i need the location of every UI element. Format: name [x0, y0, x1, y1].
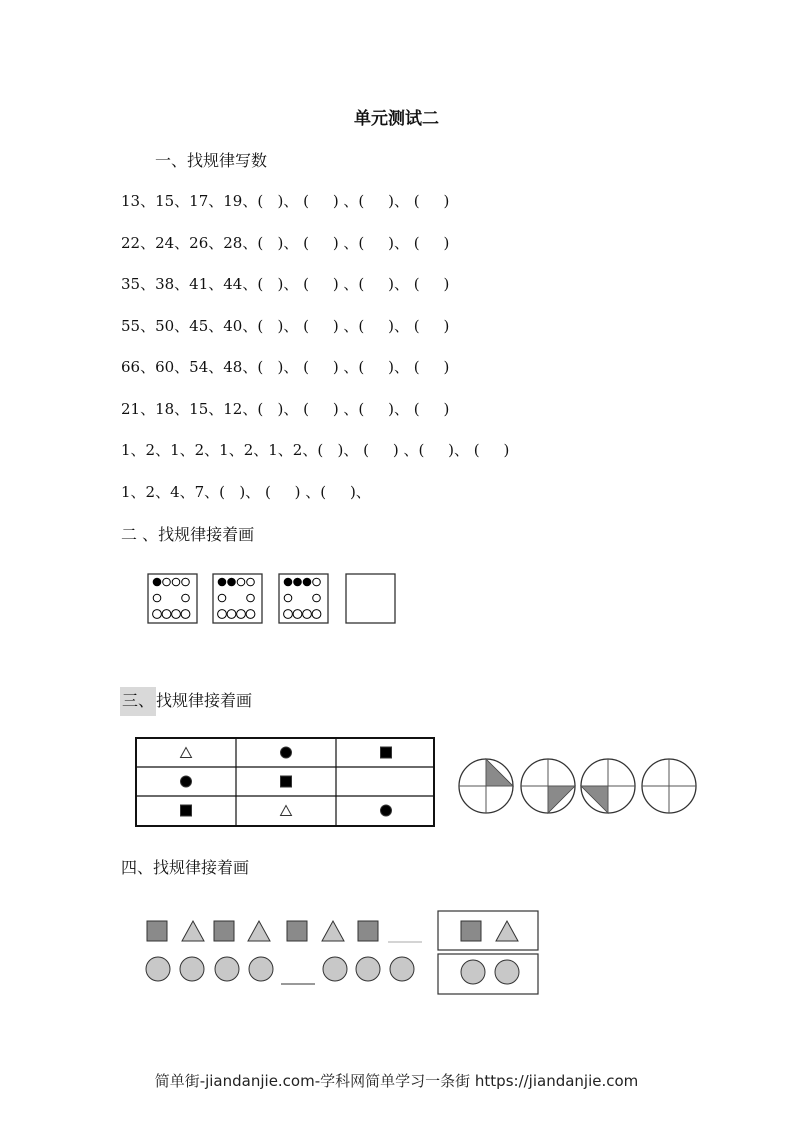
empty-dot — [182, 594, 190, 602]
sequence-line: 21、18、15、12、( )、 ( ) 、( )、 ( ) — [121, 399, 450, 418]
filled-dot — [218, 578, 226, 586]
filled-dot — [303, 578, 311, 586]
option-circle-shape — [461, 960, 485, 984]
grid-triangle-shape — [281, 806, 292, 816]
row1-triangle-shape — [182, 921, 204, 941]
sequence-line: 1、2、4、7、( )、 ( ) 、( )、 — [121, 482, 371, 501]
row2-circle-shape — [356, 957, 380, 981]
grid-square-shape — [181, 805, 192, 816]
sequence-line: 22、24、26、28、( )、 ( ) 、( )、 ( ) — [121, 233, 450, 252]
grid-square-shape — [381, 747, 392, 758]
empty-dot — [237, 610, 246, 619]
empty-dot — [218, 610, 227, 619]
empty-dot — [163, 578, 171, 586]
option-circle-shape — [495, 960, 519, 984]
row1-square-shape — [147, 921, 167, 941]
grid-circle-shape — [181, 776, 192, 787]
empty-dot — [312, 610, 321, 619]
empty-dot — [293, 610, 302, 619]
row2-circle-shape — [249, 957, 273, 981]
row1-square-shape — [287, 921, 307, 941]
filled-dot — [284, 578, 292, 586]
grid-circle-shape — [381, 805, 392, 816]
empty-dot — [247, 594, 255, 602]
empty-dot — [153, 594, 161, 602]
row1-square-shape — [214, 921, 234, 941]
option-square-shape — [461, 921, 481, 941]
grid-square-shape — [281, 776, 292, 787]
section3-heading-text: 找规律接着画 — [156, 691, 253, 710]
sequence-line: 13、15、17、19、( )、 ( ) 、( )、 ( ) — [121, 192, 450, 210]
grid-circle-shape — [281, 747, 292, 758]
page-title: 单元测试二 — [354, 109, 439, 129]
empty-dot — [172, 578, 180, 586]
row1-square-shape — [358, 921, 378, 941]
option-box-1 — [438, 911, 538, 950]
row1-triangle-shape — [322, 921, 344, 941]
empty-dot — [218, 594, 226, 602]
empty-dot — [227, 610, 236, 619]
dot-box — [346, 574, 395, 623]
empty-dot — [284, 594, 292, 602]
section4-heading: 四、找规律接着画 — [121, 858, 250, 877]
row1-triangle-shape — [248, 921, 270, 941]
empty-dot — [246, 610, 255, 619]
empty-dot — [303, 610, 312, 619]
empty-dot — [313, 578, 321, 586]
empty-dot — [162, 610, 171, 619]
section3-heading — [120, 688, 252, 711]
empty-dot — [313, 594, 321, 602]
empty-dot — [237, 578, 245, 586]
empty-dot — [247, 578, 255, 586]
grid-triangle-shape — [181, 748, 192, 758]
empty-dot — [181, 610, 190, 619]
empty-dot — [182, 578, 190, 586]
row2-circle-shape — [215, 957, 239, 981]
sequence-line: 66、60、54、48、( )、 ( ) 、( )、 ( ) — [121, 358, 450, 376]
sequence-line: 35、38、41、44、( )、 ( ) 、( )、 ( ) — [121, 275, 450, 293]
empty-dot — [284, 610, 293, 619]
row2-circle-shape — [146, 957, 170, 981]
row2-circle-shape — [180, 957, 204, 981]
sequence-line: 1、2、1、2、1、2、1、2、( )、 ( ) 、( )、 ( ) — [121, 441, 510, 459]
filled-dot — [294, 578, 302, 586]
sequence-line: 55、50、45、40、( )、 ( ) 、( )、 ( ) — [121, 316, 450, 335]
section1-heading: 一、找规律写数 — [155, 151, 268, 170]
filled-dot — [228, 578, 236, 586]
row2-circle-shape — [390, 957, 414, 981]
empty-dot — [172, 610, 181, 619]
filled-dot — [153, 578, 161, 586]
row2-circle-shape — [323, 957, 347, 981]
section3-heading-number: 三、 — [120, 687, 156, 716]
footer-text: 简单街-jiandanjie.com-学科网简单学习一条街 https://jiandanjie.com — [154, 1072, 639, 1090]
empty-dot — [153, 610, 162, 619]
section2-heading: 二 、找规律接着画 — [121, 525, 255, 544]
option-box-2 — [438, 954, 538, 994]
